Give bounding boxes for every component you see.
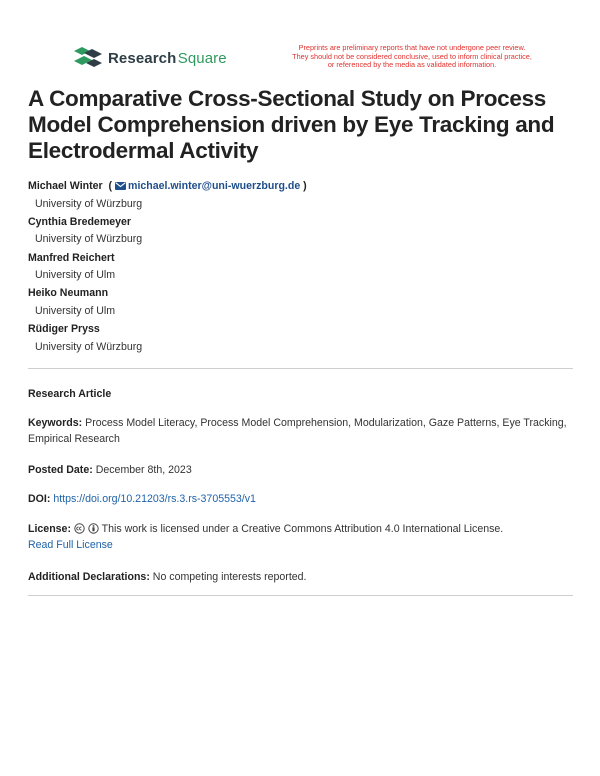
author-email-text: michael.winter@uni-wuerzburg.de bbox=[128, 180, 301, 192]
header bbox=[0, 0, 600, 80]
author-name: Cynthia Bredemeyer bbox=[28, 215, 132, 228]
research-square-logo-icon bbox=[74, 47, 102, 69]
author-name: Manfred Reichert bbox=[28, 251, 115, 264]
author-affiliation: University of Würzburg bbox=[35, 340, 143, 353]
divider bbox=[28, 595, 573, 596]
author-name: Heiko Neumann bbox=[28, 287, 109, 300]
disclaimer-line: Preprints are preliminary reports that have not undergone peer review. bbox=[298, 43, 526, 52]
author-name-text: Michael Winter bbox=[28, 180, 103, 192]
paper-title: A Comparative Cross-Sectional Study on Process Model Comprehension driven by Eye Tracking and Electrodermal Activity bbox=[28, 86, 555, 163]
preprint-disclaimer bbox=[262, 44, 562, 70]
envelope-icon bbox=[115, 182, 126, 190]
license-label: License: bbox=[28, 523, 71, 535]
keywords-label: Keywords: bbox=[28, 417, 83, 429]
article-type-text: Research Article bbox=[28, 388, 112, 400]
author-affiliation: University of Ulm bbox=[35, 304, 116, 317]
article-type bbox=[28, 387, 573, 403]
additional-declarations bbox=[28, 570, 573, 586]
logo-name-bold: Research bbox=[108, 49, 177, 67]
disclaimer-line: or referenced by the media as validated information. bbox=[327, 60, 497, 69]
logo-name-light: Square bbox=[177, 49, 227, 67]
read-full-license-link[interactable]: Read Full License bbox=[28, 538, 113, 551]
license bbox=[28, 522, 573, 553]
author-affiliation: University of Ulm bbox=[35, 269, 116, 282]
declarations-label: Additional Declarations: bbox=[28, 571, 150, 583]
posted-date-label: Posted Date: bbox=[28, 464, 93, 476]
doi-link[interactable]: https://doi.org/10.21203/rs.3.rs-3705553/v1 bbox=[53, 493, 256, 505]
logo-wordmark bbox=[108, 50, 227, 67]
disclaimer-line: They should not be considered conclusive, used to inform clinical practice, bbox=[292, 51, 532, 61]
keywords-value: Process Model Literacy, Process Model Comprehension, Modularization, Gaze Patterns, Eye Tracking, Empirical Research bbox=[28, 417, 567, 445]
divider bbox=[28, 368, 573, 369]
author-list bbox=[28, 180, 573, 359]
license-text: This work is licensed under a Creative Commons Attribution 4.0 International License. bbox=[101, 523, 504, 535]
author-name: Michael Winter ( michael.winter@uni-wuerzburg.de ) bbox=[28, 180, 307, 192]
author-affiliation: University of Würzburg bbox=[35, 233, 143, 246]
doi-label: DOI: bbox=[28, 493, 51, 505]
author-name: Rüdiger Pryss bbox=[28, 323, 100, 336]
declarations-value: No competing interests reported. bbox=[152, 571, 307, 583]
research-square-logo[interactable] bbox=[74, 47, 227, 69]
posted-date bbox=[28, 463, 573, 479]
creative-commons-icon bbox=[74, 523, 85, 534]
doi bbox=[28, 492, 573, 508]
posted-date-value: December 8th, 2023 bbox=[95, 464, 192, 476]
keywords bbox=[28, 416, 573, 447]
author-affiliation: University of Würzburg bbox=[35, 197, 143, 210]
attribution-icon bbox=[88, 523, 99, 534]
author-email-link[interactable] bbox=[115, 180, 300, 192]
